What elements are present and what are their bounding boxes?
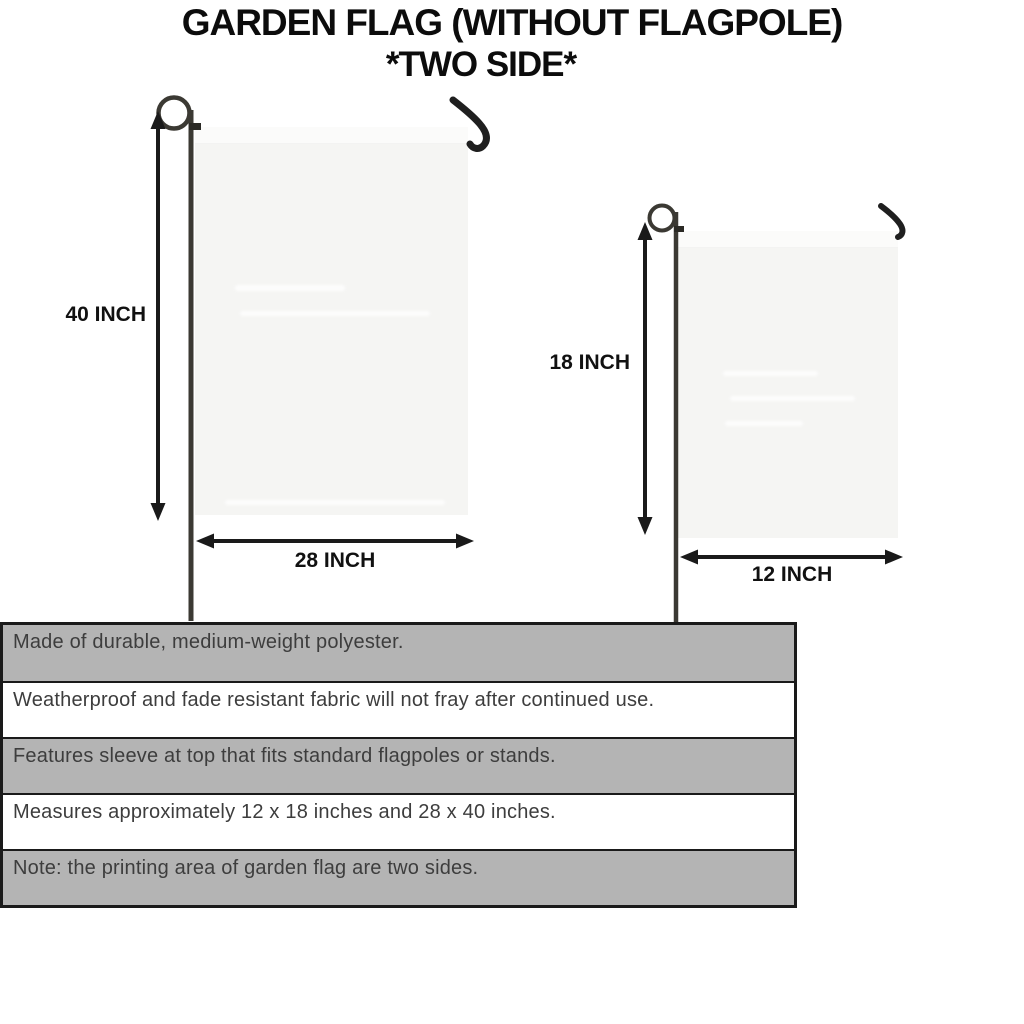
large-flag-preview — [195, 127, 468, 515]
large-flag-sleeve — [195, 127, 468, 144]
feature-row: Note: the printing area of garden flag are two sides. — [3, 849, 794, 905]
flag-ghost-streak — [730, 396, 855, 401]
large-flag-height-label: 40 INCH — [65, 303, 146, 326]
title-line-1: GARDEN FLAG (WITHOUT FLAGPOLE) — [181, 2, 843, 43]
flag-ghost-streak — [240, 311, 430, 316]
small-flag-width-label: 12 INCH — [751, 563, 833, 586]
large-flag-width-label: 28 INCH — [294, 549, 376, 572]
features-table — [0, 622, 797, 908]
small-flag-sleeve — [678, 231, 898, 248]
page-title — [0, 4, 1024, 84]
feature-row: Features sleeve at top that fits standard flagpoles or stands. — [3, 737, 794, 793]
large-height-arrow — [151, 111, 166, 521]
flag-ghost-streak — [725, 421, 803, 426]
feature-row: Measures approximately 12 x 18 inches and 28 x 40 inches. — [3, 793, 794, 849]
large-width-arrow — [196, 534, 474, 549]
flag-ghost-streak — [235, 285, 345, 291]
feature-row: Weatherproof and fade resistant fabric will not fray after continued use. — [3, 681, 794, 737]
feature-row: Made of durable, medium-weight polyester. — [3, 625, 794, 681]
flag-ghost-streak — [225, 500, 445, 505]
small-height-arrow — [638, 222, 653, 535]
small-flag-preview — [678, 231, 898, 538]
flag-ghost-streak — [723, 371, 818, 376]
title-line-2: *TWO SIDE* — [385, 44, 577, 84]
small-flag-height-label: 18 INCH — [549, 351, 630, 374]
